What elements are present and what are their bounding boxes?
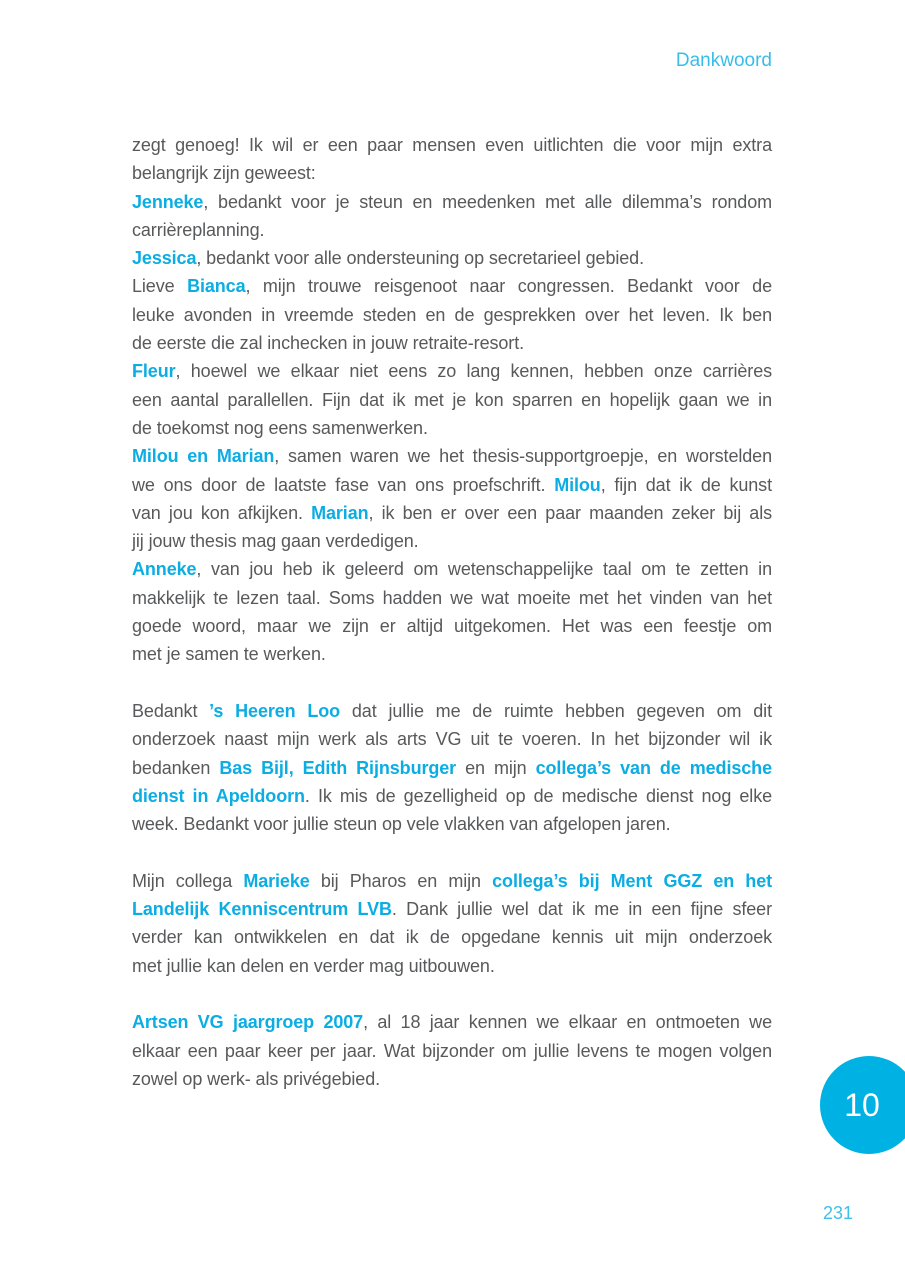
text-line — [132, 1008, 772, 1036]
paragraph — [132, 555, 772, 668]
text-line — [132, 301, 772, 329]
text-line — [132, 1065, 772, 1093]
page-number: 231 — [823, 1203, 854, 1223]
text-line — [132, 810, 772, 838]
text-line — [132, 386, 772, 414]
body-text: de toekomst nog eens samenwerken. — [132, 417, 428, 438]
body-text: jij jouw thesis mag gaan verdedigen. — [132, 531, 419, 552]
body-text: zegt genoeg! Ik wil er een paar mensen even uitlichten die voor mijn extra — [132, 135, 772, 155]
text-line — [132, 527, 772, 555]
highlighted-name: Landelijk Kenniscentrum LVB — [132, 899, 392, 920]
text-line — [132, 923, 772, 951]
text-line — [132, 584, 772, 612]
paragraph — [132, 131, 772, 188]
body-text: bij Pharos en mijn — [309, 870, 493, 891]
highlighted-name: Anneke — [132, 559, 197, 580]
paragraph — [132, 188, 772, 245]
text-line — [132, 952, 772, 980]
body-text: en mijn — [456, 757, 536, 778]
body-text: leuke avonden in vreemde steden en de gesprekken over het leven. Ik ben — [132, 304, 772, 325]
body-text: , samen waren we het thesis-supportgroepje, en worstelden — [274, 446, 773, 467]
highlighted-name: Bas Bijl, Edith Rijnsburger — [219, 757, 457, 778]
highlighted-name: Marian — [311, 502, 369, 523]
body-text: , fijn dat ik de kunst — [600, 474, 772, 495]
highlighted-name: Bianca — [187, 276, 246, 297]
text-line — [132, 1037, 772, 1065]
text-line — [132, 188, 772, 216]
paragraph — [132, 1008, 772, 1093]
highlighted-name: collega’s bij Ment GGZ en het — [492, 870, 773, 891]
highlighted-name: ’s Heeren Loo — [209, 700, 341, 721]
body-text: met je samen te werken. — [132, 644, 326, 665]
paragraph — [132, 697, 772, 838]
text-line — [132, 754, 772, 782]
text-line — [132, 357, 772, 385]
text-line — [132, 442, 772, 470]
text-line — [132, 612, 772, 640]
text-line — [132, 471, 772, 499]
body-text: we ons door de laatste fase van ons proefschrift. — [132, 474, 555, 495]
paragraph — [132, 442, 772, 555]
body-text: week. Bedankt voor jullie steun op vele vlakken van afgelopen jaren. — [132, 814, 671, 835]
body-text: . Dank jullie wel dat ik me in een fijne sfeer — [391, 899, 772, 920]
body-text: . Ik mis de gezelligheid op de medische dienst nog elke — [304, 785, 772, 806]
highlighted-name: collega’s van de medische — [535, 757, 772, 778]
text-line — [132, 697, 772, 725]
body-text: belangrijk zijn geweest: — [132, 163, 316, 184]
text-line — [132, 329, 772, 357]
text-line — [132, 867, 772, 895]
body-text: van jou kon afkijken. — [132, 502, 312, 523]
body-text: , al 18 jaar kennen we elkaar en ontmoeten we — [363, 1012, 772, 1033]
body-text: , bedankt voor alle ondersteuning op secretarieel gebied. — [196, 248, 644, 269]
text-line — [132, 244, 772, 272]
content — [132, 131, 772, 1093]
body-text: onderzoek naast mijn werk als arts VG uit te voeren. In het bijzonder wil ik — [132, 729, 772, 750]
body-text: makkelijk te lezen taal. Soms hadden we wat moeite met het vinden van het — [132, 587, 772, 608]
text-line — [132, 895, 772, 923]
highlighted-name: Milou — [554, 474, 601, 495]
body-text: Lieve — [132, 276, 188, 297]
paragraph — [132, 244, 772, 272]
text-line — [132, 216, 772, 244]
chapter-tab — [820, 1056, 905, 1154]
body-text: Bedankt — [132, 700, 210, 721]
body-text: , mijn trouwe reisgenoot naar congressen. Bedankt voor de — [245, 276, 773, 297]
text-line — [132, 272, 772, 300]
chapter-number: 10 — [844, 1087, 880, 1123]
body-text: zowel op werk- als privégebied. — [132, 1068, 381, 1089]
text-line — [132, 640, 772, 668]
text-line — [132, 555, 772, 583]
paragraph — [132, 272, 772, 357]
highlighted-name: Milou en Marian — [132, 446, 275, 467]
text-line — [132, 725, 772, 753]
body-text: , van jou heb ik geleerd om wetenschappelijke taal om te zetten in — [196, 559, 772, 580]
paragraph — [132, 867, 772, 980]
body-text: carrièreplanning. — [132, 219, 265, 240]
body-text: goede woord, maar we zijn er altijd uitgekomen. Het was een feestje om — [132, 616, 772, 637]
body-text: elkaar een paar keer per jaar. Wat bijzonder om jullie levens te mogen volgen — [132, 1040, 772, 1061]
text-line — [132, 782, 772, 810]
body-text: , ik ben er over een paar maanden zeker bij als — [368, 502, 772, 523]
body-text: bedanken — [132, 757, 220, 778]
running-header: Dankwoord — [675, 50, 772, 71]
body-text: verder kan ontwikkelen en dat ik de opgedane kennis uit mijn onderzoek — [132, 927, 772, 948]
body-text: met jullie kan delen en verder mag uitbouwen. — [132, 955, 495, 976]
body-text: een aantal parallellen. Fijn dat ik met je kon sparren en hopelijk gaan we in — [132, 389, 772, 410]
highlighted-name: Fleur — [132, 361, 176, 382]
body-text: dat jullie me de ruimte hebben gegeven om dit — [340, 700, 772, 721]
text-line — [132, 131, 772, 159]
highlighted-name: Jessica — [132, 248, 197, 269]
highlighted-name: Marieke — [243, 870, 310, 891]
body-text: , hoewel we elkaar niet eens zo lang kennen, hebben onze carrières — [175, 361, 772, 382]
highlighted-name: dienst in Apeldoorn — [132, 785, 305, 806]
highlighted-name: Artsen VG jaargroep 2007 — [132, 1012, 364, 1033]
body-text: Mijn collega — [132, 870, 244, 891]
text-line — [132, 414, 772, 442]
text-line — [132, 159, 772, 187]
highlighted-name: Jenneke — [132, 191, 204, 212]
paragraph — [132, 357, 772, 442]
text-line — [132, 499, 772, 527]
body-text: de eerste die zal inchecken in jouw retraite-resort. — [132, 333, 524, 354]
body-text: , bedankt voor je steun en meedenken met alle dilemma’s rondom — [203, 191, 772, 212]
